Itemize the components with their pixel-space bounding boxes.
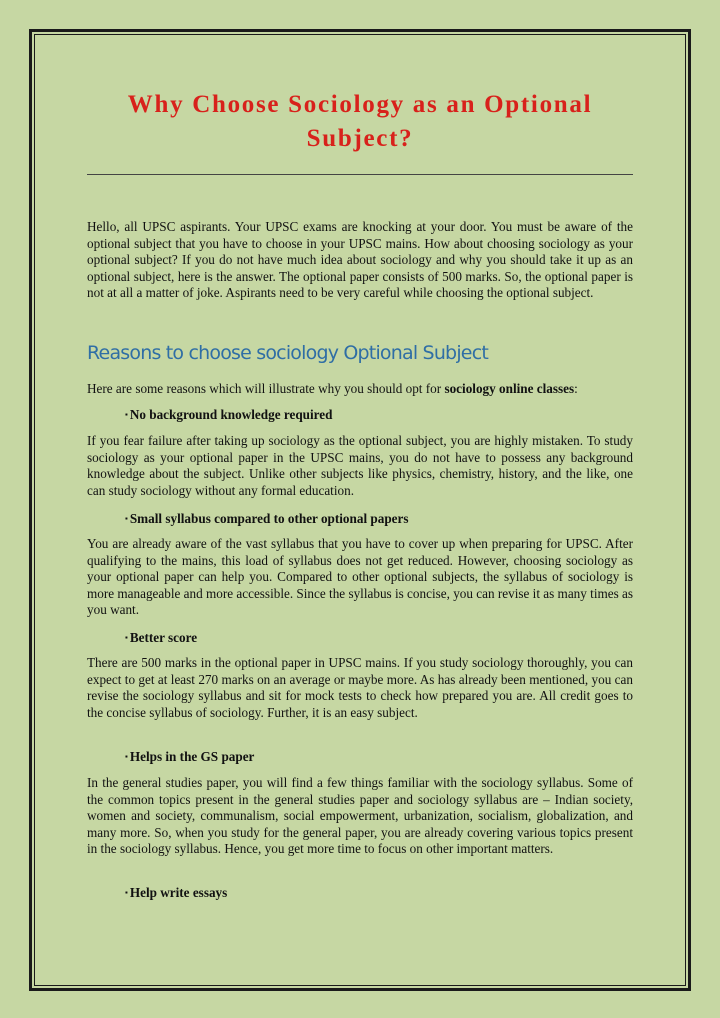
reason-body: If you fear failure after taking up sociology as the optional subject, you are highly mistaken. To study sociology as your optional paper in the UPSC mains, you do not have to possess any background knowledge about the subject. Unlike other subjects like physics, chemistry, history, and the like, one can study sociology without any formal education.: [87, 433, 633, 498]
reason-heading: [125, 630, 197, 646]
reason-body: There are 500 marks in the optional paper in UPSC mains. If you study sociology thoroughly, you can expect to get at least 270 marks on an average or maybe more. As has already been mentioned, you can revise the sociology syllabus and sit for mock tests to check how prepared you are. All credit goes to the concise syllabus of sociology. Further, it is an easy subject.: [87, 655, 633, 720]
reason-heading: [125, 749, 254, 765]
bullet-square-icon: ▪: [125, 514, 128, 523]
lead-in-end: :: [574, 381, 578, 396]
section-heading: Reasons to choose sociology Optional Subject: [87, 342, 488, 364]
reason-heading: [125, 885, 227, 901]
intro-paragraph: Hello, all UPSC aspirants. Your UPSC exams are knocking at your door. You must be aware of the optional subject that you have to choose in your UPSC mains. How about choosing sociology as your optional subject? If you do not have much idea about sociology and why you should take it up as an optional subject, here is the answer. The optional paper consists of 500 marks. So, the optional paper is not at all a matter of joke. Aspirants need to be very careful while choosing the optional subject.: [87, 219, 633, 301]
title-divider: [87, 174, 633, 175]
reason-heading: [125, 511, 409, 527]
bullet-square-icon: ▪: [125, 888, 128, 897]
reason-heading-text: No background knowledge required: [129, 407, 333, 422]
reason-heading: [125, 407, 332, 423]
reason-body: You are already aware of the vast syllabus that you have to cover up when preparing for UPSC. After qualifying to the mains, this load of syllabus does not get reduced. However, choosing sociology as your optional paper can help you. Compared to other optional subjects, the syllabus of sociology is more manageable and more accessible. Since the syllabus is concise, you can revise it as many times as you want.: [87, 536, 634, 618]
bullet-square-icon: ▪: [125, 410, 128, 419]
lead-in-paragraph: [87, 381, 633, 398]
bullet-square-icon: ▪: [125, 752, 128, 761]
bullet-square-icon: ▪: [125, 633, 128, 642]
reason-heading-text: Helps in the GS paper: [129, 749, 255, 764]
lead-in-bold: sociology online classes: [444, 381, 575, 396]
reason-heading-text: Better score: [129, 630, 198, 645]
page-title: Why Choose Sociology as an Optional Subject?: [127, 91, 593, 152]
reason-body: In the general studies paper, you will find a few things familiar with the sociology syllabus. Some of the common topics present in the general studies paper and sociology syllabus are – Indian society, women and society, communalism, social empowerment, urbanization, socialism, globalization, and many more. So, when you study for the general paper, you are already covering various topics present in the sociology syllabus. Hence, you get more time to focus on other important matters.: [87, 775, 633, 857]
title-block: [87, 88, 633, 156]
reason-heading-text: Help write essays: [129, 885, 228, 900]
reason-heading-text: Small syllabus compared to other optional papers: [129, 511, 409, 526]
lead-in-text: Here are some reasons which will illustrate why you should opt for: [87, 381, 445, 396]
